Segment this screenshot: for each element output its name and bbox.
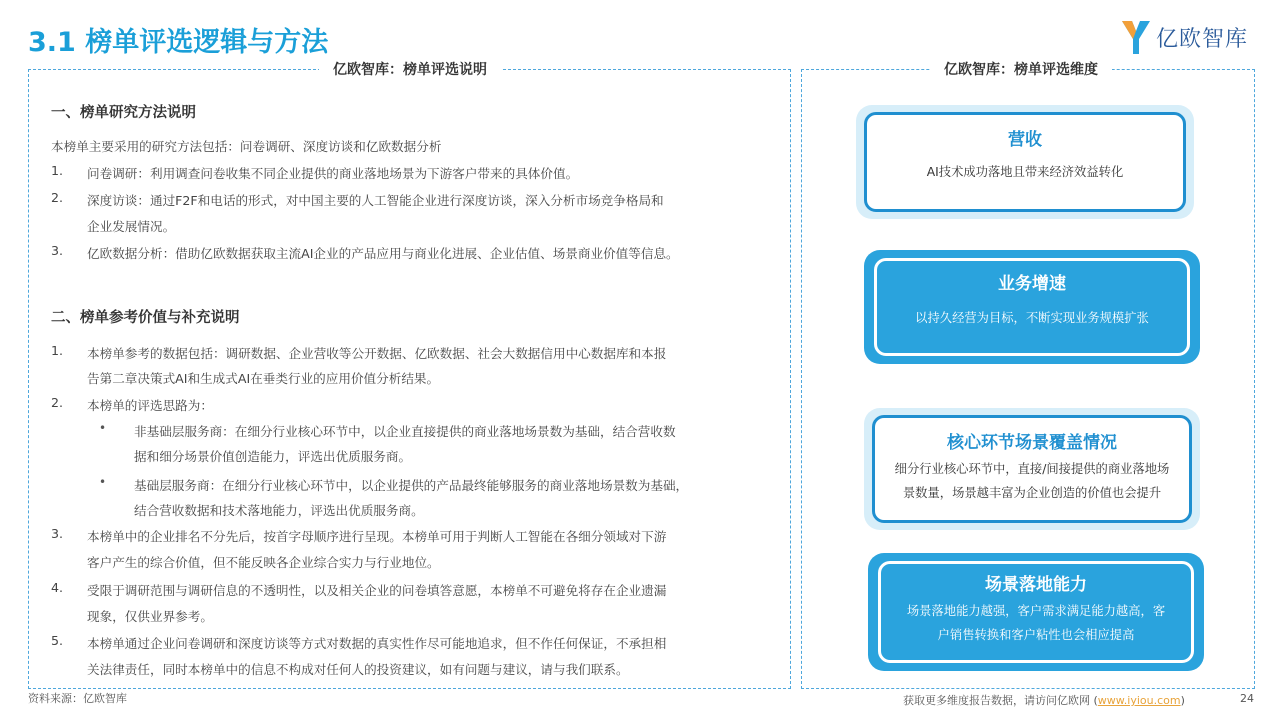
selection-dimensions-panel bbox=[801, 62, 1255, 689]
page-title: 3.1 榜单评选逻辑与方法 bbox=[28, 27, 329, 58]
list-number: 1. bbox=[51, 343, 64, 358]
sub-item-text: 结合营收数据和技术落地能力，评选出优质服务商。 bbox=[134, 503, 424, 518]
card-desc: 以持久经营为目标，不断实现业务规模扩张 bbox=[915, 311, 1149, 325]
dimension-card-revenue bbox=[856, 105, 1194, 219]
card-desc: 场景落地能力越强，客户需求满足能力越高，客 bbox=[906, 604, 1166, 618]
list-item-text: 深度访谈：通过F2F和电话的形式，对中国主要的人工智能企业进行深度访谈，深入分析市场竞争格局和 bbox=[87, 193, 664, 208]
list-item-text: 亿欧数据分析：借助亿欧数据获取主流AI企业的产品应用与商业化进展、企业估值、场景商业价值等信息。 bbox=[87, 246, 679, 261]
list-item-text: 本榜单中的企业排名不分先后，按首字母顺序进行呈现。本榜单可用于判断人工智能在各细分领域对下游 bbox=[87, 529, 667, 544]
list-number: 2. bbox=[51, 395, 64, 410]
list-item-text: 现象，仅供业界参考。 bbox=[87, 609, 213, 624]
sub-item-text: 基础层服务商：在细分行业核心环节中，以企业提供的产品最终能够服务的商业落地场景数为基础， bbox=[134, 478, 689, 493]
card-desc: 细分行业核心环节中，直接/间接提供的商业落地场 bbox=[894, 462, 1170, 476]
iyiou-link[interactable]: www.iyiou.com bbox=[1097, 694, 1181, 707]
logo-text: 亿欧智库 bbox=[1156, 26, 1249, 52]
panel-title-notes: 亿欧智库：榜单评选说明 bbox=[319, 59, 501, 79]
list-item-text: 客户产生的综合价值，但不能反映各企业综合实力与行业地位。 bbox=[87, 555, 440, 570]
list-item-text: 本榜单参考的数据包括：调研数据、企业营收等公开数据、亿欧数据、社会大数据信用中心数据库和本报 bbox=[87, 346, 667, 361]
footer-more-info bbox=[903, 692, 1185, 708]
list-item-text: 问卷调研：利用调查问卷收集不同企业提供的商业落地场景为下游客户带来的具体价值。 bbox=[87, 166, 579, 181]
list-number: 1. bbox=[51, 163, 64, 178]
list-item-text: 告第二章决策式AI和生成式AI在垂类行业的应用价值分析结果。 bbox=[87, 371, 440, 386]
card-desc: AI技术成功落地且带来经济效益转化 bbox=[926, 165, 1124, 179]
footer-more-suffix: ) bbox=[1180, 694, 1185, 707]
yiou-logo-icon bbox=[1118, 17, 1154, 57]
card-title: 场景落地能力 bbox=[985, 575, 1087, 595]
dimension-card-coverage bbox=[864, 408, 1200, 530]
footer-more-prefix: 获取更多维度报告数据，请访问亿欧网 ( bbox=[903, 694, 1098, 707]
list-item-text: 本榜单通过企业问卷调研和深度访谈等方式对数据的真实性作尽可能地追求，但不作任何保证，不承担相 bbox=[87, 636, 667, 651]
source-note: 资料来源：亿欧智库 bbox=[28, 692, 127, 705]
list-item-text: 本榜单的评选思路为： bbox=[87, 398, 213, 413]
card-title: 业务增速 bbox=[998, 274, 1066, 294]
panel-title-dimensions: 亿欧智库：榜单评选维度 bbox=[930, 59, 1112, 79]
section-title-methods: 一、榜单研究方法说明 bbox=[51, 105, 196, 121]
sub-item-text: 非基础层服务商：在细分行业核心环节中，以企业直接提供的商业落地场景数为基础，结合营收数 bbox=[134, 424, 676, 439]
list-number: 3. bbox=[51, 526, 64, 541]
card-title: 核心环节场景覆盖情况 bbox=[947, 433, 1117, 453]
methods-intro: 本榜单主要采用的研究方法包括：问卷调研、深度访谈和亿欧数据分析 bbox=[51, 139, 442, 154]
sub-item-text: 据和细分场景价值创造能力，评选出优质服务商。 bbox=[134, 449, 412, 464]
list-item-text: 企业发展情况。 bbox=[87, 219, 176, 234]
list-number: 3. bbox=[51, 243, 64, 258]
list-item-text: 关法律责任，同时本榜单中的信息不构成对任何人的投资建议，如有问题与建议，请与我们联系。 bbox=[87, 662, 629, 677]
selection-notes-panel bbox=[28, 62, 791, 689]
logo bbox=[1118, 16, 1248, 58]
section-title-reference: 二、榜单参考价值与补充说明 bbox=[51, 310, 240, 326]
list-number: 4. bbox=[51, 580, 64, 595]
card-desc: 景数量，场景越丰富为企业创造的价值也会提升 bbox=[902, 486, 1162, 500]
card-title: 营收 bbox=[1008, 130, 1042, 150]
card-inner bbox=[878, 561, 1194, 663]
dimension-card-deployment bbox=[868, 553, 1204, 671]
card-inner bbox=[872, 415, 1192, 523]
card-inner bbox=[864, 112, 1186, 212]
dimension-card-growth bbox=[864, 250, 1200, 364]
card-inner bbox=[874, 258, 1190, 356]
bullet: • bbox=[99, 421, 107, 435]
list-number: 2. bbox=[51, 190, 64, 205]
list-number: 5. bbox=[51, 633, 64, 648]
page-number: 24 bbox=[1240, 692, 1254, 705]
bullet: • bbox=[99, 475, 107, 489]
card-desc: 户销售转换和客户粘性也会相应提高 bbox=[937, 628, 1135, 642]
list-item-text: 受限于调研范围与调研信息的不透明性，以及相关企业的问卷填答意愿，本榜单不可避免将存在企业遗漏 bbox=[87, 583, 667, 598]
